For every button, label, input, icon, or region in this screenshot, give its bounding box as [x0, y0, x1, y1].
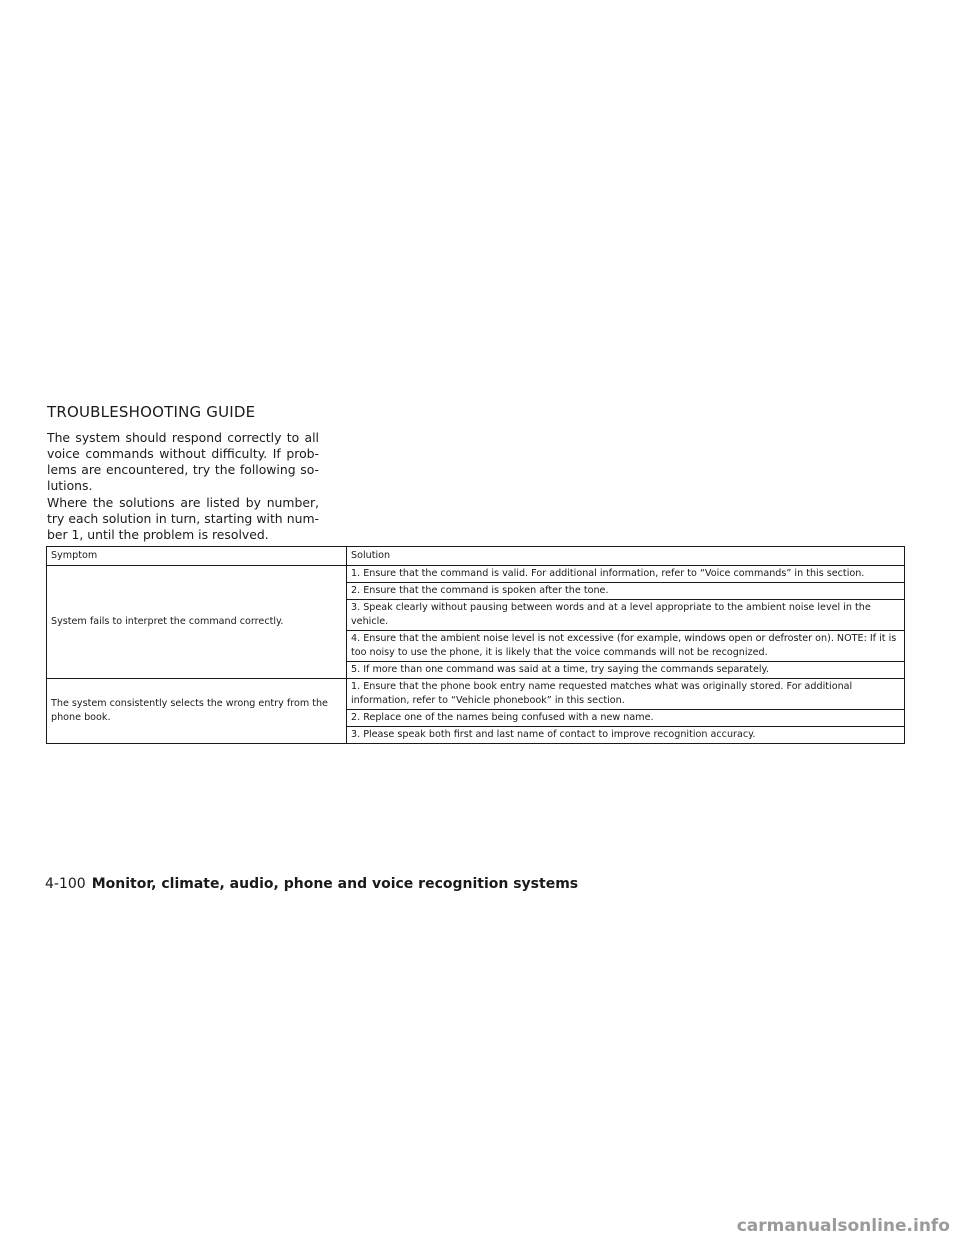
page-number: 4-100	[45, 876, 86, 892]
symptom-cell: The system consistently selects the wrong entry from the phone book.	[47, 679, 347, 744]
solution-cell: 5. If more than one command was said at a time, try saying the commands separately.	[347, 662, 905, 679]
section-title: TROUBLESHOOTING GUIDE	[47, 403, 256, 421]
watermark: carmanualsonline.info	[736, 1216, 950, 1236]
table-header-row	[47, 547, 905, 566]
intro-paragraph: The system should respond correctly to all voice commands without difficulty. If prob-lems are encountered, try the following so-lutions.	[47, 430, 319, 493]
solution-cell: 3. Please speak both first and last name of contact to improve recognition accuracy.	[347, 727, 905, 744]
instruction-paragraph: Where the solutions are listed by number, try each solution in turn, starting with num-ber 1, until the problem is resolved.	[47, 495, 319, 542]
table-row	[47, 566, 905, 583]
solution-cell: 3. Speak clearly without pausing between words and at a level appropriate to the ambient noise level in the vehicle.	[347, 600, 905, 631]
table-row	[47, 679, 905, 710]
symptom-cell: System fails to interpret the command correctly.	[47, 566, 347, 679]
solution-cell: 1. Ensure that the phone book entry name requested matches what was originally stored. For additional information, refer to “Vehicle phonebook” in this section.	[347, 679, 905, 710]
page-footer	[45, 876, 578, 892]
chapter-title: Monitor, climate, audio, phone and voice recognition systems	[91, 876, 579, 892]
header-symptom: Symptom	[47, 547, 347, 566]
solution-cell: 4. Ensure that the ambient noise level is not excessive (for example, windows open or defroster on). NOTE: If it is too noisy to use the phone, it is likely that the voice commands will not be recognized.	[347, 631, 905, 662]
solution-cell: 1. Ensure that the command is valid. For additional information, refer to “Voice commands” in this section.	[347, 566, 905, 583]
troubleshooting-table	[46, 546, 905, 744]
header-solution: Solution	[347, 547, 905, 566]
solution-cell: 2. Ensure that the command is spoken after the tone.	[347, 583, 905, 600]
solution-cell: 2. Replace one of the names being confused with a new name.	[347, 710, 905, 727]
